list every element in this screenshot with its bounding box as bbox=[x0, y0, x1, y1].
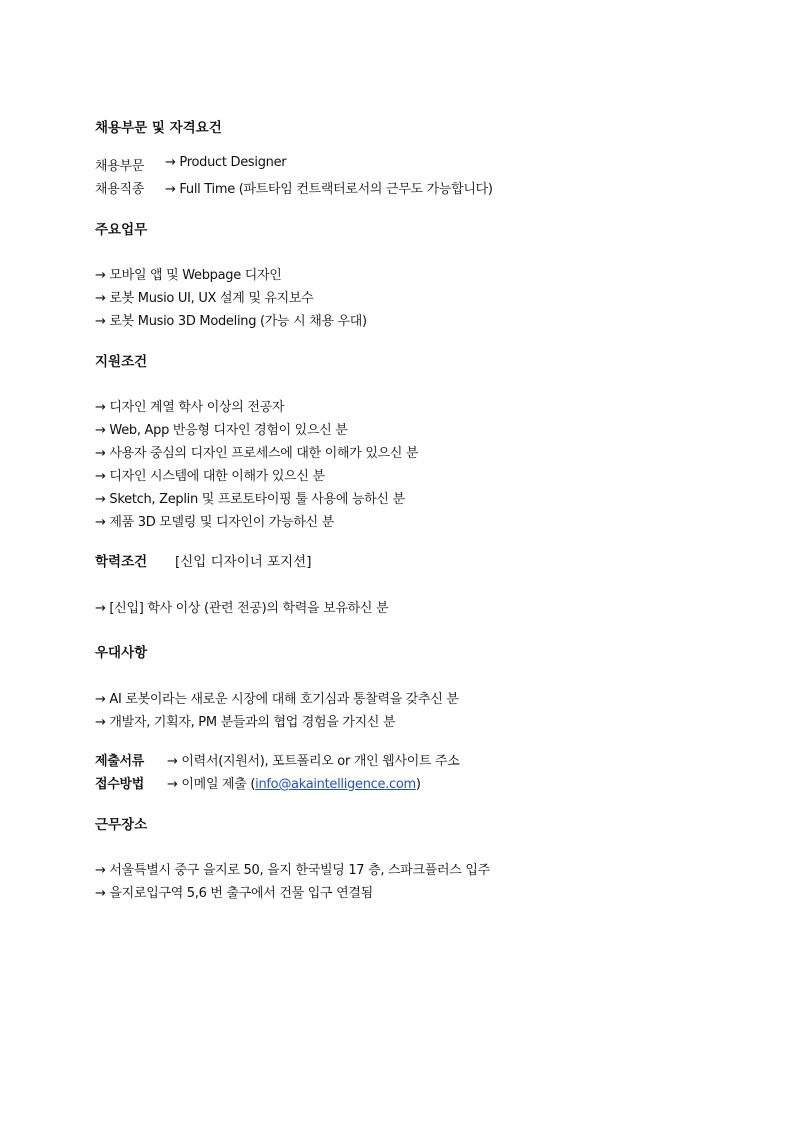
method-suffix: ) bbox=[415, 777, 421, 792]
row-label: 접수방법 bbox=[95, 777, 145, 792]
list-item: → 로봇 Musio UI, UX 설계 및 유지보수 bbox=[95, 291, 314, 306]
list-item: → 서울특별시 중구 을지로 50, 을지 한국빌딩 17 층, 스파크플러스 입주 bbox=[95, 863, 490, 878]
section-heading-duties: 주요업무 bbox=[95, 222, 148, 238]
list-item: → Sketch, Zeplin 및 프로토타이핑 툴 사용에 능하신 분 bbox=[95, 492, 405, 507]
section-heading-requirements: 지원조건 bbox=[95, 354, 148, 370]
list-item: → [신입] 학사 이상 (관련 전공)의 학력을 보유하신 분 bbox=[95, 601, 389, 616]
row-submission-method bbox=[95, 773, 421, 792]
email-link[interactable]: info@akaintelligence.com bbox=[255, 777, 416, 792]
row-value: → Full Time (파트타임 컨트랙터로서의 근무도 가능합니다) bbox=[165, 182, 493, 197]
row-value: → 이력서(지원서), 포트폴리오 or 개인 웹사이트 주소 bbox=[167, 754, 460, 769]
list-item: → Web, App 반응형 디자인 경험이 있으신 분 bbox=[95, 423, 348, 438]
section-heading-recruitment: 채용부문 및 자격요건 bbox=[95, 120, 222, 136]
section-heading-location: 근무장소 bbox=[95, 817, 148, 833]
list-item: → 제품 3D 모델링 및 디자인이 가능하신 분 bbox=[95, 515, 334, 530]
row-employment-type bbox=[95, 178, 493, 197]
row-label: 채용부문 bbox=[95, 159, 145, 174]
method-prefix: → 이메일 제출 ( bbox=[167, 777, 256, 792]
row-label: 채용직종 bbox=[95, 182, 145, 197]
row-label: 제출서류 bbox=[95, 754, 145, 769]
row-submission-docs bbox=[95, 750, 460, 769]
list-item: → 디자인 시스템에 대한 이해가 있으신 분 bbox=[95, 469, 325, 484]
list-item: → 모바일 앱 및 Webpage 디자인 bbox=[95, 268, 282, 283]
list-item: → 개발자, 기획자, PM 분들과의 협업 경험을 가지신 분 bbox=[95, 715, 396, 730]
list-item: → 을지로입구역 5,6 번 출구에서 건물 입구 연결됨 bbox=[95, 886, 373, 901]
list-item: → 로봇 Musio 3D Modeling (가능 시 채용 우대) bbox=[95, 314, 367, 329]
row-value: → Product Designer bbox=[165, 155, 287, 170]
row-value bbox=[167, 773, 421, 792]
education-position-note: [신입 디자이너 포지션] bbox=[175, 554, 312, 570]
row-recruitment-field bbox=[95, 155, 287, 174]
education-heading-label: 학력조건 bbox=[95, 554, 148, 570]
section-heading-preferred: 우대사항 bbox=[95, 645, 148, 661]
list-item: → AI 로봇이라는 새로운 시장에 대해 호기심과 통찰력을 갖추신 분 bbox=[95, 692, 459, 707]
list-item: → 디자인 계열 학사 이상의 전공자 bbox=[95, 400, 285, 415]
section-heading-education bbox=[95, 550, 312, 570]
list-item: → 사용자 중심의 디자인 프로세스에 대한 이해가 있으신 분 bbox=[95, 446, 419, 461]
